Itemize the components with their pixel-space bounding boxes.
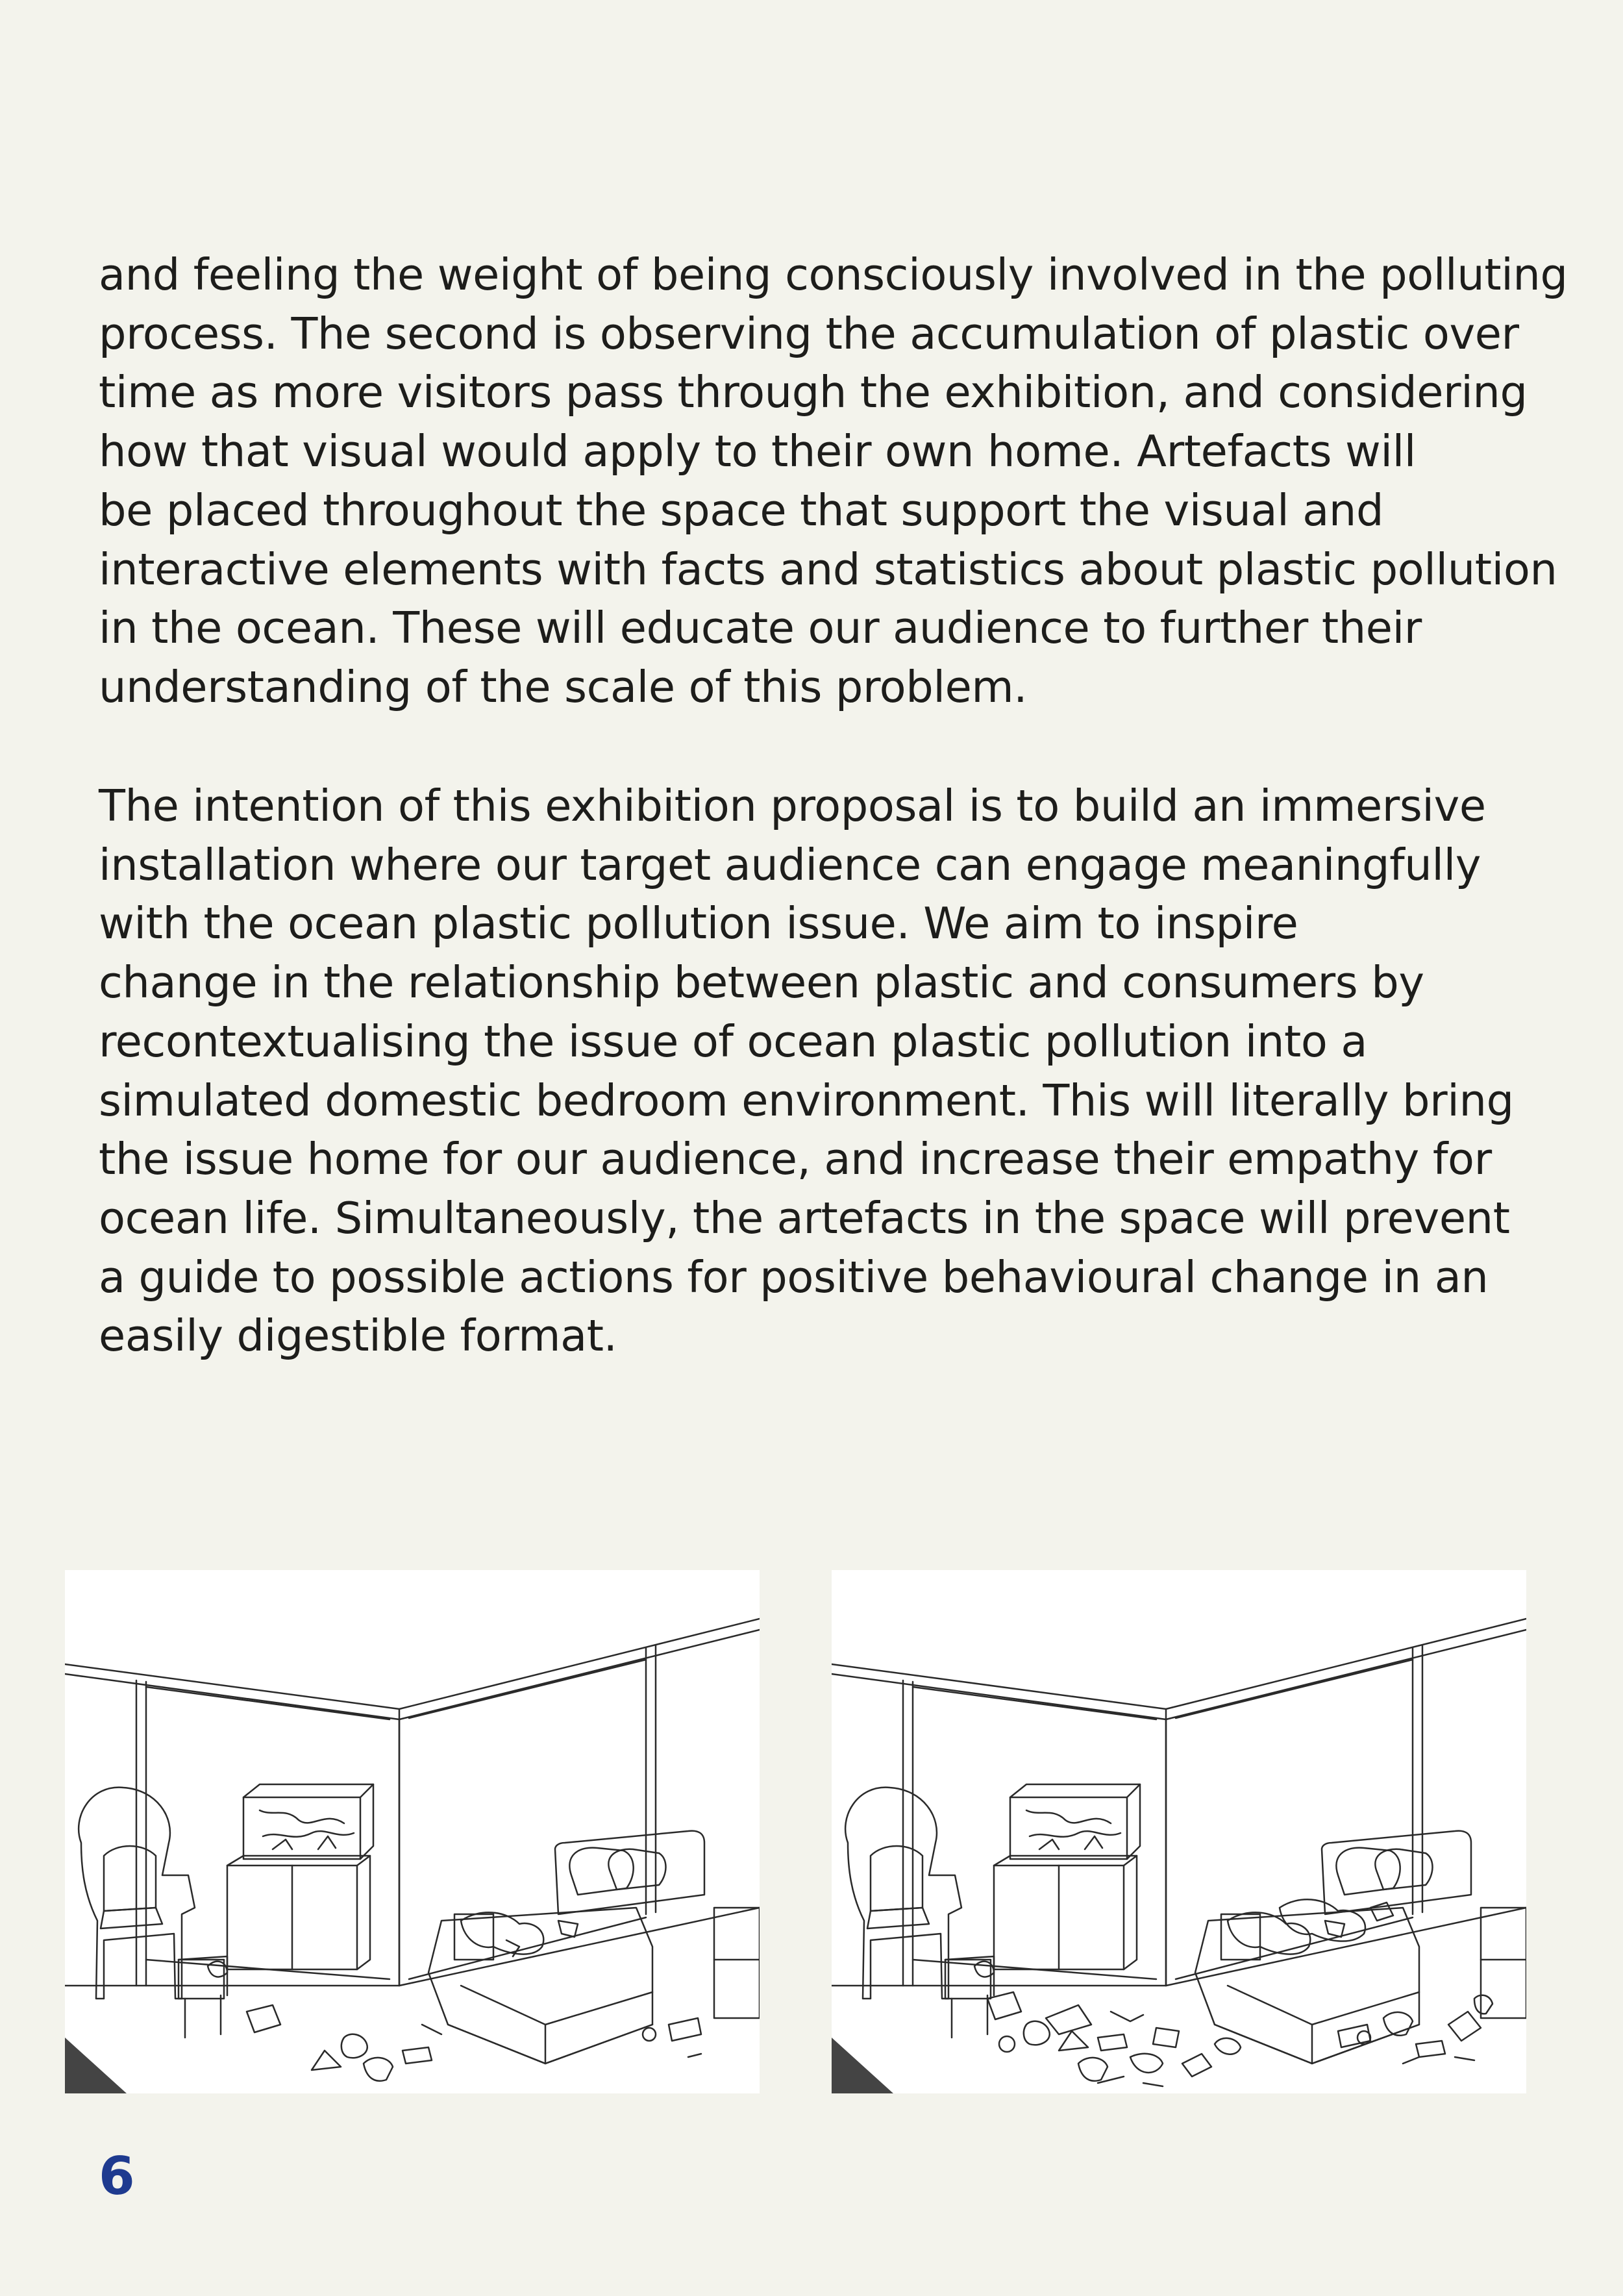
rug-shadow: [65, 2038, 127, 2093]
bedroom-illustration-less-plastic: [65, 1570, 760, 2093]
nightstand-right: [1481, 1908, 1526, 2018]
aquarium-cabinet: [994, 1784, 1140, 1969]
text-line: and feeling the weight of being consciously involved in the polluting: [99, 249, 1568, 300]
text-line: process. The second is observing the accumulation of plastic over: [99, 308, 1519, 359]
aquarium-cabinet: [227, 1784, 373, 1969]
text-line: with the ocean plastic pollution issue. We aim to inspire: [99, 898, 1298, 949]
text-line: a guide to possible actions for positive behavioural change in an: [99, 1251, 1489, 1303]
plastic-litter: [208, 1962, 701, 2081]
text-line: The intention of this exhibition proposal is to build an immersive: [99, 780, 1486, 831]
plastic-litter: [974, 1962, 1493, 2086]
text-line: the issue home for our audience, and increase their empathy for: [99, 1134, 1492, 1185]
text-line: in the ocean. These will educate our audience to further their: [99, 603, 1422, 654]
page-number: 6: [99, 2146, 135, 2206]
bedroom-illustration-more-plastic: [832, 1570, 1526, 2093]
text-line: interactive elements with facts and statistics about plastic pollution: [99, 543, 1557, 595]
bed: [1195, 1831, 1471, 2064]
body-paragraph-1: [99, 245, 1592, 717]
text-line: time as more visitors pass through the exhibition, and considering: [99, 367, 1528, 418]
text-line: easily digestible format.: [99, 1310, 617, 1362]
rug-shadow: [832, 2038, 893, 2093]
nightstand-right: [714, 1908, 760, 2018]
text-line: simulated domestic bedroom environment. This will literally bring: [99, 1075, 1514, 1126]
bed: [428, 1831, 704, 2064]
text-line: understanding of the scale of this problem.: [99, 661, 1028, 712]
text-line: change in the relationship between plastic and consumers by: [99, 957, 1424, 1008]
text-line: installation where our target audience can engage meaningfully: [99, 839, 1481, 890]
text-line: be placed throughout the space that support the visual and: [99, 484, 1384, 536]
body-paragraph-2: [99, 777, 1592, 1366]
text-line: how that visual would apply to their own home. Artefacts will: [99, 426, 1417, 477]
text-line: recontextualising the issue of ocean plastic pollution into a: [99, 1016, 1368, 1067]
room-walls: [832, 1619, 1526, 1986]
side-table: [945, 1956, 994, 2038]
room-walls: [65, 1619, 760, 1986]
text-line: ocean life. Simultaneously, the artefacts in the space will prevent: [99, 1192, 1510, 1243]
side-table: [179, 1956, 227, 2038]
